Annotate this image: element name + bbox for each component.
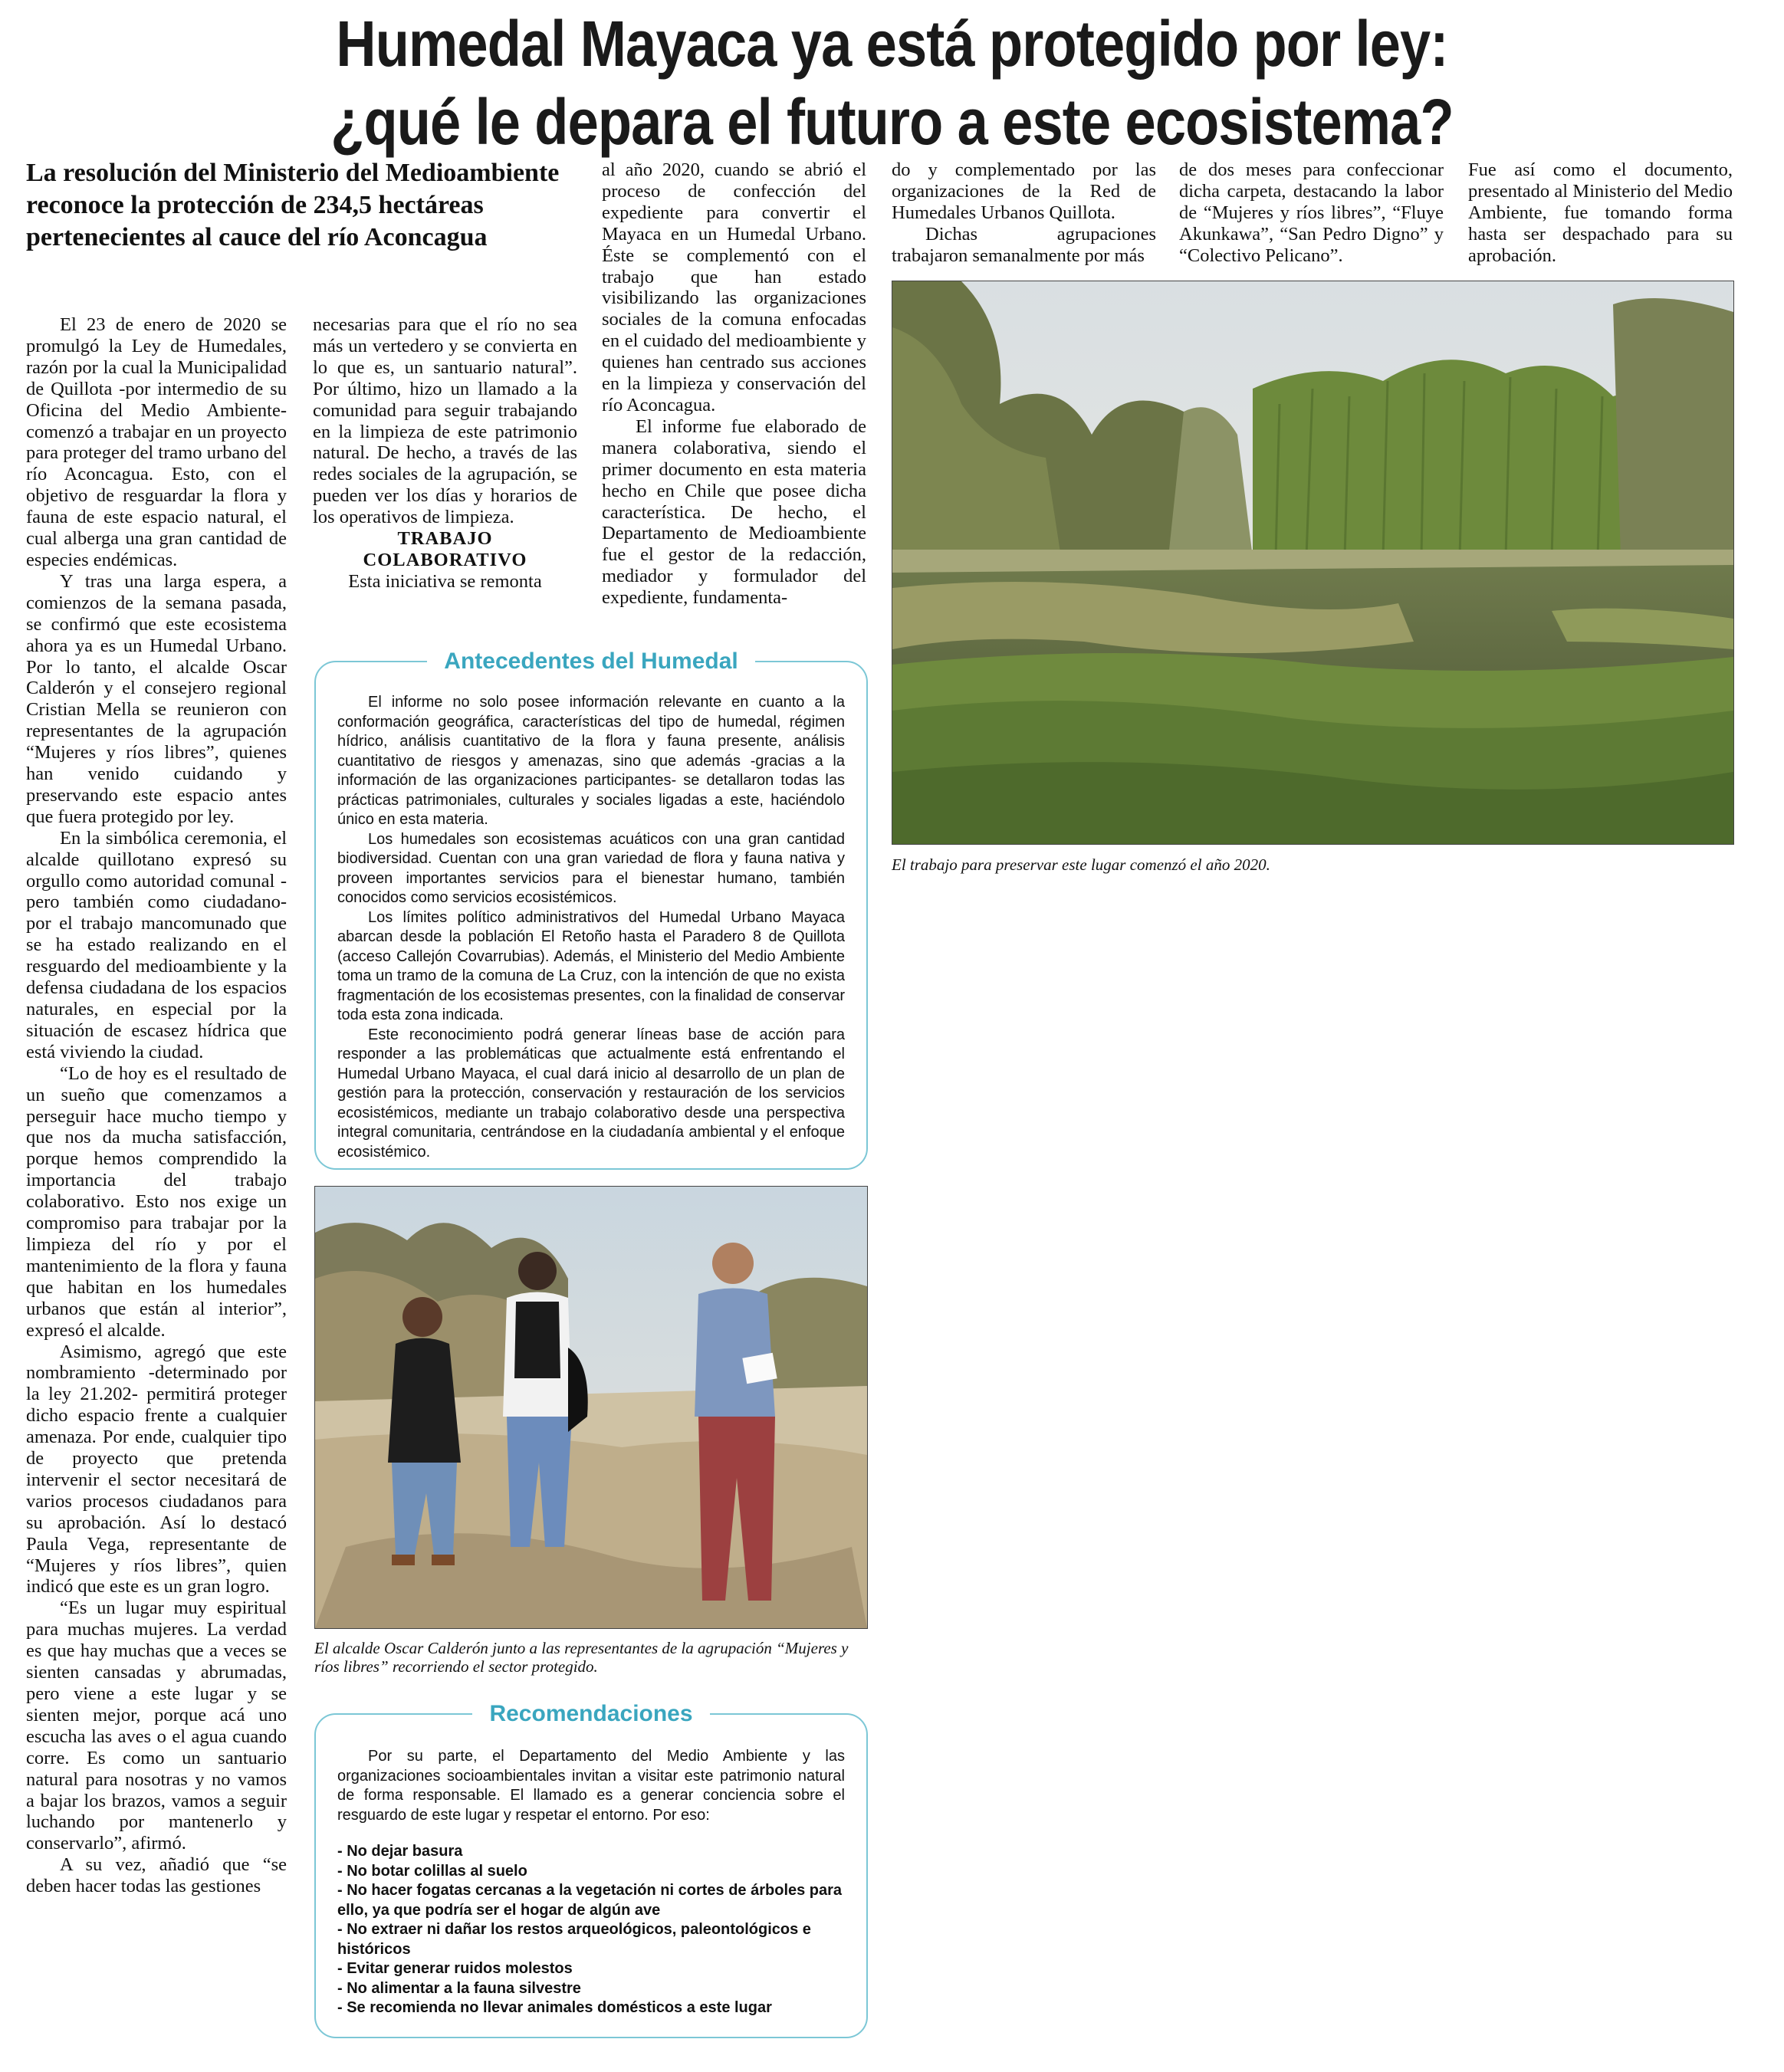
paragraph: El informe no solo posee información relevante en cuanto a la conformación geográfica, características del tipo de humedal, régimen hídrico, análisis cuantitativo de la flora y fauna presente, análisis cuantitativo de riesgos y amenazas, sino que además -gracias a la información de las organizaciones participantes- se detallaron todas las prácticas patrimoniales, culturales y sociales ligadas a este, haciéndolo único en esta materia. <box>337 694 845 828</box>
section-subtitle-line-1: TRABAJO <box>397 528 493 550</box>
paragraph: Dichas agrupaciones trabajaron semanalmente por más <box>892 223 1156 266</box>
paragraph: En la simbólica ceremonia, el alcalde quillotano expresó su orgullo como autoridad comunal -pero también como ciudadano- por el trabajo mancomunado que se ha estado realizando en el resguardo del medioambiente y la defensa ciudadana de los espacios naturales, en especial por la situación de escasez hídrica que está viviendo la ciudad. <box>26 827 287 1062</box>
paragraph: El 23 de enero de 2020 se promulgó la Ley de Humedales, razón por la cual la Municipalidad de Quillota -por intermedio de su Oficina del Medio Ambiente- comenzó a trabajar en un proyecto para proteger del tramo urbano del río Aconcagua. Esto, con el objetivo de resguardar la flora y fauna de este espacio natural, el cual alberga una gran cantidad de especies endémicas. <box>26 314 287 570</box>
paragraph: Los límites político administrativos del Humedal Urbano Mayaca abarcan desde la población El Retoño hasta el Paradero 8 de Quillota (acceso Callejón Covarrubias). Además, el Ministerio del Medio Ambiente toma un tramo de la comuna de La Cruz, con la intención de que no exista fragmentación de los ecosistemas presentes, con la finalidad de conservar toda esta zona indicada. <box>337 908 845 1023</box>
paragraph: Por su parte, el Departamento del Medio Ambiente y las organizaciones socioambientales invitan a visitar este patrimonio natural de forma responsable. El llamado es a generar conciencia sobre el resguardo de este lugar y respetar el entorno. Por eso: <box>337 1748 845 1824</box>
antecedentes-title: Antecedentes del Humedal <box>427 649 754 674</box>
list-item: - Se recomienda no llevar animales domésticos a este lugar <box>337 1999 772 2016</box>
article-column-4 <box>892 159 1156 267</box>
paragraph: Esta iniciativa se remonta <box>348 570 542 592</box>
article-column-2 <box>313 314 577 593</box>
list-item: - Evitar generar ruidos molestos <box>337 1960 573 1977</box>
recomendaciones-box <box>314 1701 868 2038</box>
paragraph: Este reconocimiento podrá generar líneas base de acción para responder a las problemáticas que actualmente está enfrentando el Humedal Urbano Mayaca, el cual dará inicio al desarrollo de un plan de gestión para la protección, conservación y restauración de los servicios ecosistémicos, mediante un trabajo colaborativo desde una perspectiva integral comunitaria, centrándose en la ciudadanía ambiental y el enfoque ecosistémico. <box>337 1026 845 1161</box>
subheadline: La resolución del Ministerio del Medioambiente reconoce la protección de 234,5 hectáreas pertenecientes al cauce del río Aconcagua <box>26 159 560 251</box>
people-photo-caption: El alcalde Oscar Calderón junto a las representantes de la agrupación “Mujeres y ríos libres” recorriendo el sector protegido. <box>314 1639 849 1676</box>
paragraph: “Lo de hoy es el resultado de un sueño que comenzamos a perseguir hace mucho tiempo y que nos da mucha satisfacción, porque hemos comprendido la importancia del trabajo colaborativo. Esto nos exige un compromiso para trabajar por la limpieza del río y por el mantenimiento de la flora y fauna que habitan en los humedales urbanos que están al interior”, expresó el alcalde. <box>26 1062 287 1341</box>
antecedentes-box <box>314 649 868 1170</box>
headline-line-2: ¿qué le depara el futuro a este ecosistema? <box>330 86 1454 158</box>
headline-line-1: Humedal Mayaca ya está protegido por ley: <box>336 8 1448 80</box>
list-item: - No extraer ni dañar los restos arqueológicos, paleontológicos e históricos <box>337 1921 811 1958</box>
wetland-photo <box>892 281 1734 845</box>
paragraph: A su vez, añadió que “se deben hacer todas las gestiones <box>26 1854 287 1897</box>
article-column-1 <box>26 314 287 1897</box>
article-column-5 <box>1179 159 1444 267</box>
paragraph: al año 2020, cuando se abrió el proceso de confección del expediente para convertir el Mayaca en un Humedal Urbano. Éste se complementó con el trabajo que han estado visibilizando las organizaciones sociales de la comuna enfocadas en el cuidado del medioambiente y quienes han centrado sus acciones en la limpieza y conservación del río Aconcagua. <box>602 159 866 415</box>
section-subtitle-line-2: COLABORATIVO <box>363 549 527 570</box>
paragraph: Y tras una larga espera, a comienzos de la semana pasada, se confirmó que este ecosistema ahora ya es un Humedal Urbano. Por lo tanto, el alcalde Oscar Calderón y el consejero regional Cristian Mella se reunieron con representantes de la agrupación “Mujeres y ríos libres”, quienes han venido cuidando y preservando este espacio antes que fuera protegido por ley. <box>26 570 287 827</box>
headline <box>125 5 1659 161</box>
list-item: - No botar colillas al suelo <box>337 1862 527 1880</box>
recommendations-list <box>337 1842 845 2018</box>
wetland-image <box>892 281 1733 844</box>
people-walking-image <box>315 1187 867 1628</box>
paragraph: El informe fue elaborado de manera colaborativa, siendo el primer documento en esta materia hecho en Chile que posee dicha característica. De hecho, el Departamento de Medioambiente fue el gestor de la redacción, mediador y formulador del expediente, fundamenta- <box>602 415 866 609</box>
paragraph: de dos meses para confeccionar dicha carpeta, destacando la labor de “Mujeres y ríos libres”, “Fluye Akunkawa”, “San Pedro Digno” y “Colectivo Pelicano”. <box>1179 159 1444 266</box>
paragraph: do y complementado por las organizaciones de la Red de Humedales Urbanos Quillota. <box>892 159 1156 223</box>
paragraph: Los humedales son ecosistemas acuáticos con una gran cantidad biodiversidad. Cuentan con una gran variedad de flora y fauna nativa y proveen importantes servicios para el bienestar humano, también conocidos como servicios ecosistémicos. <box>337 830 845 906</box>
paragraph: necesarias para que el río no sea más un vertedero y se convierta en lo que es, un santuario natural”. Por último, hizo un llamado a la comunidad para seguir trabajando en la limpieza de este patrimonio natural. De hecho, a través de las redes sociales de la agrupación, se pueden ver los días y horarios de los operativos de limpieza. <box>313 314 577 528</box>
article-column-6 <box>1468 159 1733 267</box>
list-item: - No alimentar a la fauna silvestre <box>337 1979 581 1997</box>
people-photo <box>314 1186 868 1629</box>
recomendaciones-title: Recomendaciones <box>472 1701 709 1726</box>
list-item: - No hacer fogatas cercanas a la vegetación ni cortes de árboles para ello, ya que podría ser el hogar de algún ave <box>337 1882 843 1919</box>
article-column-3 <box>602 159 866 609</box>
paragraph: Asimismo, agregó que este nombramiento -determinado por la ley 21.202- permitirá proteger dicho espacio frente a cualquier amenaza. Por ende, cualquier tipo de proyecto que pretenda intervenir el sector necesitará de varios procesos ciudadanos para su aprobación. Así lo destacó Paula Vega, representante de “Mujeres y ríos libres”, quien indicó que este es un gran logro. <box>26 1341 287 1598</box>
wetland-photo-caption: El trabajo para preservar este lugar comenzó el año 2020. <box>892 855 1270 874</box>
paragraph: “Es un lugar muy espiritual para muchas mujeres. La verdad es que hay muchas que a veces se sienten cansadas y abrumadas, pero viene a este lugar y se sienten mejor, porque acá uno escucha las aves o el agua cuando corre. Es como un santuario natural para nosotras y no vamos a bajar los brazos, vamos a seguir luchando por mantenerlo y conservarlo”, afirmó. <box>26 1598 287 1854</box>
paragraph: Fue así como el documento, presentado al Ministerio del Medio Ambiente, fue tomando forma hasta ser despachado para su aprobación. <box>1468 159 1733 266</box>
list-item: - No dejar basura <box>337 1843 463 1860</box>
